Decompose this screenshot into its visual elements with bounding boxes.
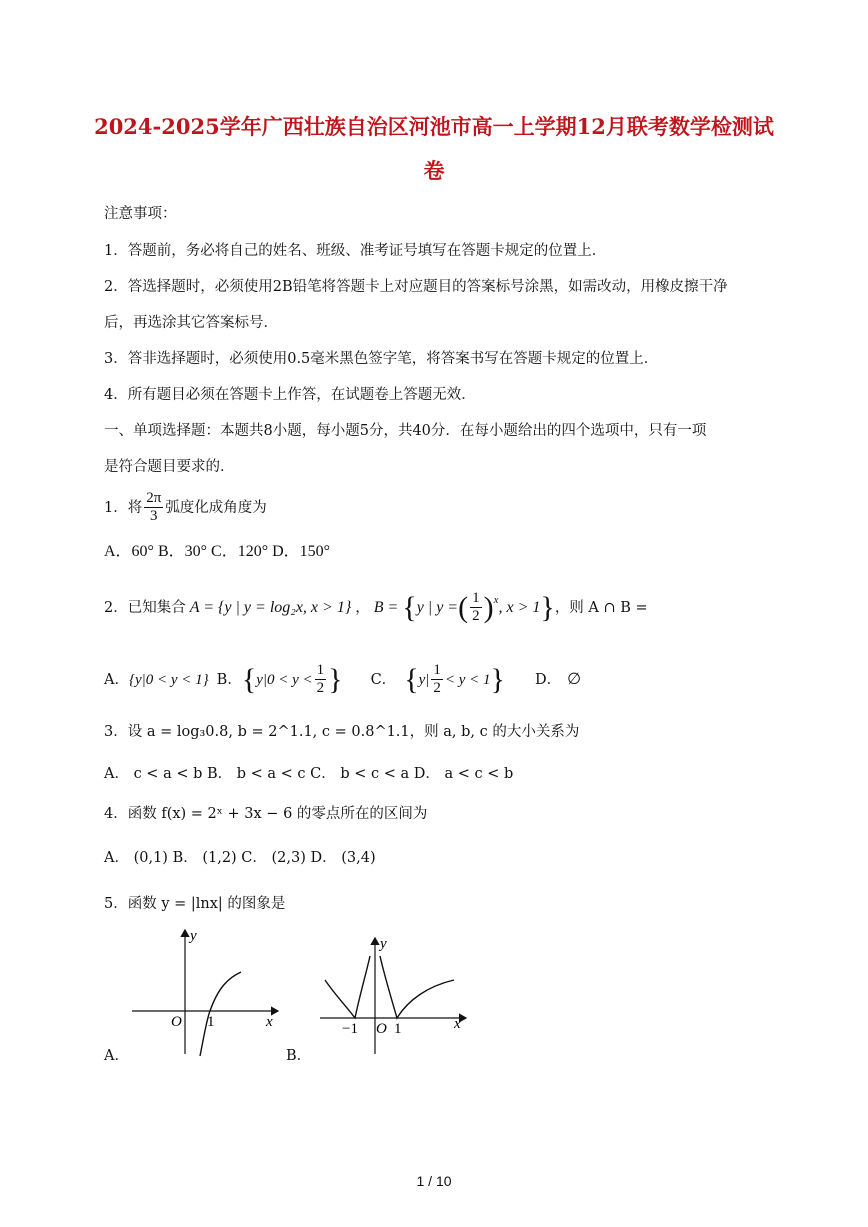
graph-b-one: 1 — [394, 1021, 402, 1037]
q3-options: A． c < a < b B． b < a < c C． b < c < a D． a < c < b — [104, 766, 514, 782]
question-3: 3．设 a = log₃0.8, b = 2^1.1, c = 0.8^1.1，则 a, b, c 的大小关系为 — [104, 724, 580, 740]
document-title-line2: 卷 — [423, 158, 445, 183]
section-heading-line2: 是符合题目要求的． — [104, 459, 235, 475]
q2-opt-b-body: y|0 < y < — [256, 671, 313, 688]
q2-opt-b-label: B． — [216, 671, 242, 688]
q2-opt-d: ∅ — [567, 670, 582, 688]
graph-a-y-label: y — [190, 928, 197, 944]
notice-item-1: 1．答题前，务必将自己的姓名、班级、准考证号填写在答题卡规定的位置上． — [104, 243, 607, 259]
q1-frac-den: 3 — [150, 508, 158, 524]
q1-options: A．60° B．30° C．120° D．150° — [104, 543, 331, 560]
question-2: 2．已知集合 A = {y | y = log₂x, x > 1} ， B = { y | y = ( $\frac{1}{2}$ ) $^x$ , x > 1 } ，则 A ∩ B = — [104, 590, 648, 624]
graph-b — [316, 934, 476, 1059]
graph-b-x-label: x — [454, 1016, 461, 1032]
graph-b-right-curve — [380, 956, 454, 1018]
question-1 — [104, 490, 267, 525]
q2-opt-a-label: A． — [104, 671, 129, 688]
graph-a-origin: O — [171, 1014, 182, 1030]
graph-b-origin: O — [376, 1021, 387, 1037]
q5-opt-a-label: A． — [104, 1048, 129, 1064]
notice-item-4: 4．所有题目必须在答题卡上作答，在试题卷上答题无效． — [104, 387, 476, 403]
graph-b-left-curve — [325, 956, 370, 1018]
q2-half-fraction — [470, 590, 482, 625]
page-number: 1 / 10 — [416, 1173, 452, 1189]
graph-a-one: 1 — [207, 1014, 215, 1030]
q2-set-b-lead: B = — [373, 598, 399, 616]
document-title-line1: 2024-2025学年广西壮族自治区河池市高一上学期12月联考数学检测试 — [94, 114, 774, 139]
q2-opt-c-body: < y < 1 — [444, 671, 491, 688]
question-5: 5．函数 y = |lnx| 的图象是 — [104, 896, 286, 912]
q2-opt-a: {y|0 < y < 1} — [128, 671, 209, 688]
q2-set-b-tail: , x > 1 — [498, 598, 541, 616]
graph-b-y-label: y — [380, 936, 387, 952]
notice-heading: 注意事项： — [104, 206, 177, 222]
question-4: 4．函数 f(x) = 2ˣ + 3x − 6 的零点所在的区间为 — [104, 806, 428, 822]
graph-a-x-label: x — [266, 1014, 273, 1030]
q4-options: A． (0,1) B． (1,2) C． (2,3) D． (3,4) — [104, 850, 376, 866]
notice-item-2: 2．答选择题时，必须使用2B铅笔将答题卡上对应题目的答案标号涂黑，如需改动，用橡皮擦干净 — [104, 279, 728, 295]
q2-opt-d-label: D． — [534, 671, 562, 688]
graph-b-neg-one: −1 — [342, 1021, 358, 1037]
q2-opt-c-label: C． — [370, 671, 397, 688]
graph-a — [128, 926, 288, 1058]
q2-prefix: 2．已知集合 — [104, 599, 186, 616]
q1-prefix: 1．将 — [104, 499, 143, 516]
q1-fraction — [144, 490, 163, 525]
notice-item-2-cont: 后，再选涂其它答案标号． — [104, 315, 278, 331]
q1-frac-num: 2π — [146, 490, 162, 506]
q2-half-num: 1 — [472, 590, 480, 606]
q2-half-den: 2 — [472, 608, 480, 624]
notice-item-3: 3．答非选择题时，必须使用0.5毫米黑色签字笔，将答案书写在答题卡规定的位置上． — [104, 351, 659, 367]
q5-opt-b-label: B． — [286, 1048, 312, 1064]
q1-suffix: 弧度化成角度为 — [165, 499, 267, 516]
q2-set-b-body: y | y = — [416, 598, 459, 616]
q2-options: A． {y|0 < y < 1} B． { y|0 < y < $\frac{1}{2}$ } C． { y| $\frac{1}{2}$ < y < 1 } D． ∅ — [104, 662, 582, 696]
q2-set-a: A = {y | y = log₂x, x > 1} — [189, 598, 352, 616]
q2-ask: ，则 A ∩ B = — [554, 599, 648, 616]
section-heading-line1: 一、单项选择题：本题共8小题，每小题5分，共40分．在每小题给出的四个选项中，只有一项 — [104, 423, 707, 439]
